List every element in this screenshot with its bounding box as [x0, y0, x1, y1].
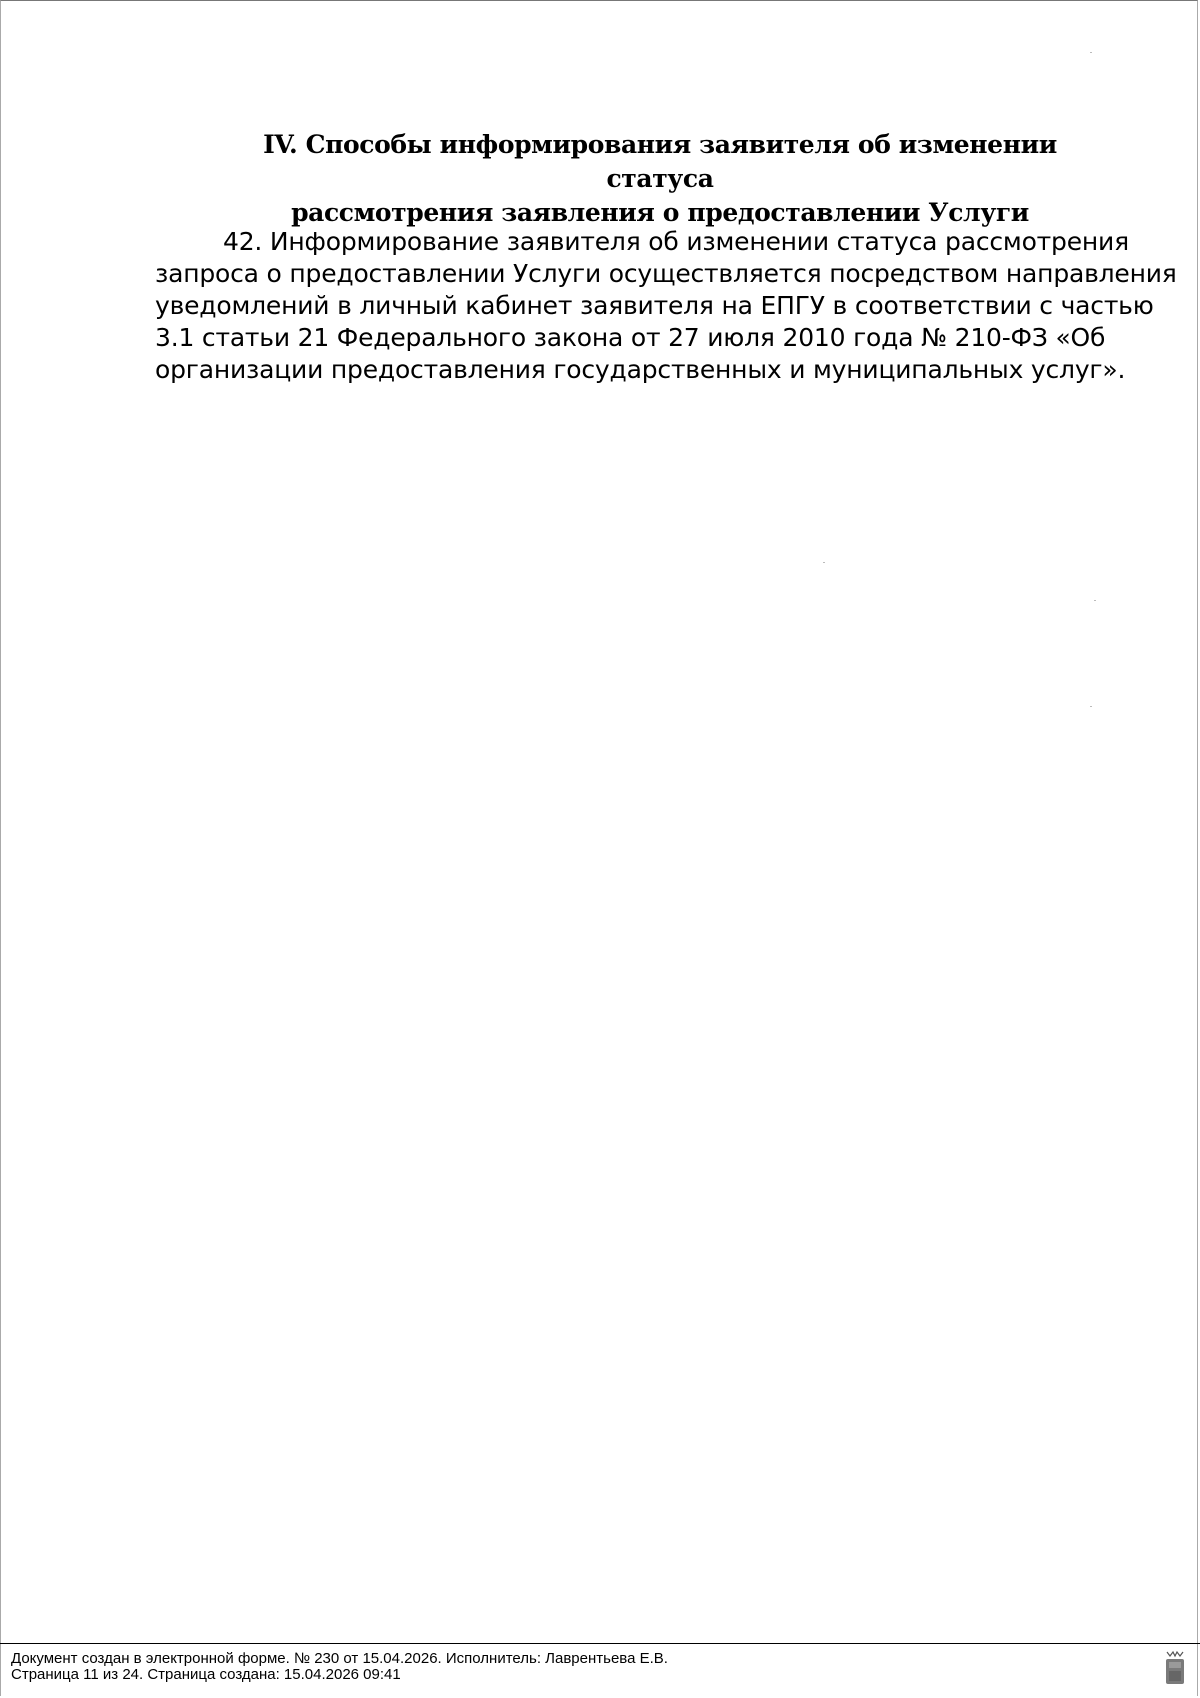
paragraph-42	[155, 226, 1177, 386]
footer-text	[11, 1651, 668, 1683]
document-stamp-icon	[1164, 1650, 1186, 1686]
document-footer	[0, 1643, 1200, 1698]
section-heading-line-1: IV. Способы информирования заявителя об изменении статуса	[263, 130, 1057, 193]
paragraph-line: 42. Информирование заявителя об изменении статуса рассмотрения	[223, 227, 1129, 256]
section-heading	[220, 128, 1100, 230]
paragraph-line: организации предоставления государственных и муниципальных услуг».	[155, 355, 1126, 384]
footer-line-2: Страница 11 из 24. Страница создана: 15.04.2026 09:41	[11, 1666, 401, 1683]
paragraph-line: 3.1 статьи 21 Федерального закона от 27 июля 2010 года № 210-ФЗ «Об	[155, 323, 1106, 352]
footer-line-1: Документ создан в электронной форме. № 230 от 15.04.2026. Исполнитель: Лаврентьева Е.В.	[11, 1650, 668, 1667]
scan-speck	[1094, 600, 1096, 601]
scan-speck	[1090, 52, 1092, 53]
paragraph-line: уведомлений в личный кабинет заявителя на ЕПГУ в соответствии с частью	[155, 291, 1154, 320]
paragraph-line: запроса о предоставлении Услуги осуществляется посредством направления	[155, 259, 1177, 288]
scan-speck	[823, 562, 825, 563]
scan-speck	[1090, 706, 1092, 707]
section-heading-line-2: рассмотрения заявления о предоставлении Услуги	[291, 198, 1029, 227]
